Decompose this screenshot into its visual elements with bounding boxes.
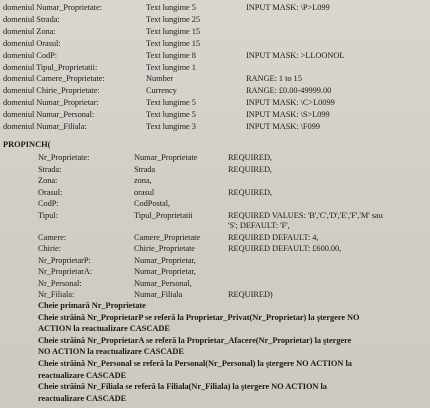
field-domain: Numar_Filiala bbox=[134, 290, 183, 299]
key-constraint-line: reactualizare CASCADE bbox=[38, 393, 127, 403]
field-name: Nr_Personal: bbox=[38, 278, 82, 288]
field-name: Tipul: bbox=[38, 210, 58, 220]
domain-name: domeniul CodP: bbox=[3, 50, 57, 60]
domain-name: domeniul Camere_Proprietate: bbox=[3, 74, 105, 84]
field-name: Strada: bbox=[38, 164, 62, 174]
field-domain: Chirie_Proprietate bbox=[134, 244, 195, 253]
field-name: Nr_ProprietarP: bbox=[38, 255, 91, 265]
domain-name: domeniul Numar_Proprietate: bbox=[3, 3, 102, 12]
field-constraint: REQUIRED, bbox=[228, 153, 272, 162]
domain-name: domeniul Orasul: bbox=[3, 38, 61, 48]
domain-type: Text lungime 25 bbox=[146, 14, 201, 24]
field-constraint: REQUIRED, bbox=[228, 164, 272, 174]
domain-constraint: INPUT MASK: \S>L099 bbox=[246, 110, 330, 120]
field-name: Nr_Proprietate: bbox=[38, 153, 90, 162]
key-constraint-line: Cheie străină Nr_Personal se referă la Personal(Nr_Personal) la ştergere NO ACTION la bbox=[38, 359, 352, 368]
domain-type: Text lungime 15 bbox=[146, 38, 201, 48]
domain-constraint: INPUT MASK: >LLOONOL bbox=[246, 50, 345, 60]
domain-name: domeniul Tipul_Proprietatii: bbox=[3, 62, 98, 72]
key-constraint-line: reactualizare CASCADE bbox=[38, 370, 127, 380]
domain-type: Text lungime 5 bbox=[146, 110, 196, 120]
domain-name: domeniul Numar_Personal: bbox=[3, 110, 95, 120]
key-constraint-line: Cheie străină Nr_ProprietarA se referă la Proprietar_Afacere(Nr_Proprietar) la ştergere bbox=[38, 335, 352, 345]
field-constraint: REQUIRED VALUES: 'B','C','D','E','F','M' sau bbox=[228, 210, 383, 220]
field-domain: zona, bbox=[134, 176, 152, 185]
domain-constraint: RANGE: 1 to 15 bbox=[246, 74, 302, 84]
domain-constraint: RANGE: £0.00-49999.00 bbox=[246, 86, 332, 96]
key-constraint-line: Cheie primară Nr_Proprietate bbox=[38, 301, 146, 310]
field-constraint: REQUIRED, bbox=[228, 187, 272, 197]
field-domain: orasul bbox=[134, 187, 155, 197]
field-constraint: REQUIRED DEFAULT: £600.00, bbox=[228, 244, 342, 253]
field-domain: Tipul_Proprietatii bbox=[134, 210, 193, 220]
domain-name: domeniul Strada: bbox=[3, 14, 60, 24]
field-domain: Numar_Proprietate bbox=[134, 153, 198, 162]
domain-name: domeniul Numar_Proprietar: bbox=[3, 98, 99, 108]
domain-name: domeniul Zona: bbox=[3, 26, 56, 36]
field-name: Zona: bbox=[38, 176, 58, 185]
field-constraint: 'S'; DEFAULT: 'F', bbox=[228, 221, 290, 230]
domain-constraint: INPUT MASK: \F099 bbox=[246, 122, 320, 131]
domain-type: Text lungime 8 bbox=[146, 50, 196, 60]
domain-type: Currency bbox=[146, 86, 177, 96]
field-domain: Numar_Personal, bbox=[134, 278, 192, 288]
field-name: Orasul: bbox=[38, 187, 63, 197]
field-name: Camere: bbox=[38, 232, 67, 242]
field-domain: Numar_Proprietar, bbox=[134, 255, 196, 265]
field-name: CodP: bbox=[38, 199, 59, 208]
domain-name: domeniul Chirie_Proprietate: bbox=[3, 86, 100, 96]
domain-constraint: INPUT MASK: \C>L0099 bbox=[246, 98, 335, 108]
field-name: Nr_ProprietarA: bbox=[38, 267, 93, 276]
field-constraint: REQUIRED DEFAULT: 4, bbox=[228, 232, 319, 242]
key-constraint-line: NO ACTION la reactualizare CASCADE bbox=[38, 347, 184, 357]
domain-type: Text lungime 15 bbox=[146, 26, 201, 36]
field-constraint: REQUIRED) bbox=[228, 290, 273, 299]
key-constraint-line: Cheie străină Nr_Filiala se referă la Filiala(Nr_Filiala) la ştergere NO ACTION la bbox=[38, 382, 327, 392]
domain-type: Text lungime 3 bbox=[146, 122, 196, 131]
domain-type: Text lungime 5 bbox=[146, 98, 196, 108]
domain-type: Text lungime 1 bbox=[146, 62, 196, 72]
domain-constraint: INPUT MASK: \P>L099 bbox=[246, 3, 330, 12]
table-heading: PROPINCH( bbox=[3, 140, 51, 149]
field-domain: Numar_Proprietar, bbox=[134, 267, 196, 276]
field-name: Nr_Filiala: bbox=[38, 290, 75, 299]
key-constraint-line: ACTION la reactualizare CASCADE bbox=[38, 324, 170, 334]
key-constraint-line: Cheie străină Nr_ProprietarP se referă la Proprietar_Privat(Nr_Proprietar) la ştergere NO bbox=[38, 312, 360, 322]
field-domain: CodPostal, bbox=[134, 199, 171, 208]
field-domain: Strada bbox=[134, 164, 156, 174]
domain-type: Number bbox=[146, 74, 174, 84]
domain-type: Text lungime 5 bbox=[146, 3, 196, 12]
field-domain: Camere_Proprietate bbox=[134, 232, 201, 242]
field-name: Chirie: bbox=[38, 244, 61, 253]
domain-name: domeniul Numar_Filiala: bbox=[3, 122, 87, 131]
